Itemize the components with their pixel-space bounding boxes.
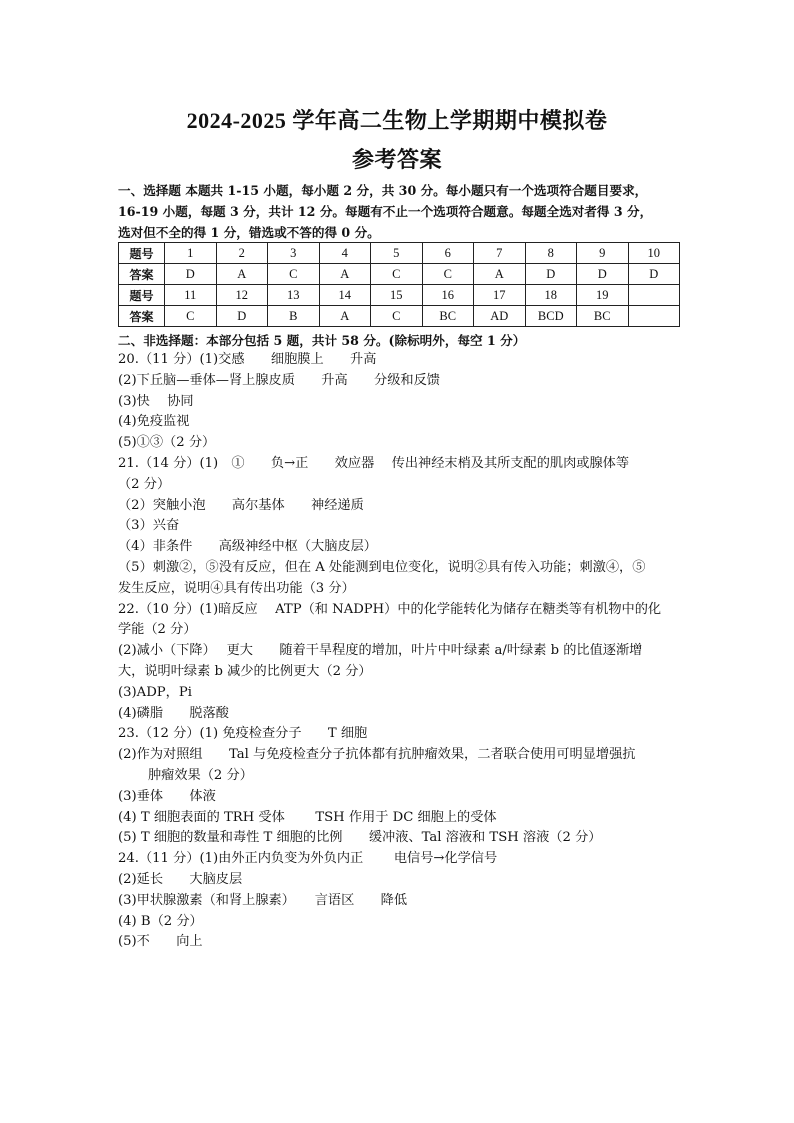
table-cell: [628, 306, 680, 327]
answer-line: (4)磷脂 脱落酸: [118, 705, 229, 721]
answer-line: 发生反应，说明④具有传出功能（3 分）: [118, 580, 355, 596]
table-cell: 7: [474, 243, 526, 264]
page-title: 2024-2025 学年高二生物上学期期中模拟卷: [186, 108, 608, 133]
table-cell: A: [474, 264, 526, 285]
table-cell: 4: [319, 243, 371, 264]
table-row: [119, 285, 680, 306]
table-cell: D: [165, 264, 217, 285]
answer-line: (2)延长 大脑皮层: [118, 871, 243, 887]
answer-line: (2)减小（下降） 更大 随着干旱程度的增加，叶片中叶绿素 a/叶绿素 b 的比值逐渐增: [118, 643, 643, 659]
answer-line: (5)不 向上: [118, 934, 203, 950]
table-cell: BCD: [525, 306, 577, 327]
table-cell: B: [268, 306, 320, 327]
table-cell: D: [577, 264, 629, 285]
table-cell: 12: [216, 285, 268, 306]
answer-line: 24.（11 分）(1)由外正内负变为外负内正 电信号→化学信号: [118, 851, 498, 867]
section2-header: 二、非选择题：本部分包括 5 题，共计 58 分。(除标明外，每空 1 分）: [118, 333, 526, 348]
table-cell: 19: [577, 285, 629, 306]
answer-line: (4) T 细胞表面的 TRH 受体 TSH 作用于 DC 细胞上的受体: [118, 809, 497, 825]
answer-line: (3)快 协同: [118, 393, 194, 409]
table-row: [119, 306, 680, 327]
row-label: 答案: [119, 306, 165, 327]
table-cell: BC: [577, 306, 629, 327]
table-row: [119, 243, 680, 264]
answer-line: 22.（10 分）(1)暗反应 ATP（和 NADPH）中的化学能转化为储存在糖类等有机物中的化: [118, 601, 662, 617]
answer-line: 21.（14 分）(1) ① 负→正 效应器 传出神经末梢及其所支配的肌肉或腺体等: [118, 455, 630, 471]
answer-line: (3)ADP，Pi: [118, 684, 192, 700]
table-cell: 8: [525, 243, 577, 264]
table-cell: 6: [422, 243, 474, 264]
table-cell: [628, 285, 680, 306]
answer-line: （2 分）: [118, 476, 171, 492]
row-label: 题号: [119, 285, 165, 306]
table-cell: D: [525, 264, 577, 285]
table-cell: C: [371, 264, 423, 285]
answer-line: 20.（11 分）(1)交感 细胞膜上 升高: [118, 352, 377, 367]
answer-line: 23.（12 分）(1) 免疫检查分子 T 细胞: [118, 726, 368, 742]
table-cell: 15: [371, 285, 423, 306]
table-cell: C: [268, 264, 320, 285]
answer-table: [118, 242, 680, 327]
table-cell: AD: [474, 306, 526, 327]
answer-line: 大，说明叶绿素 b 减少的比例更大（2 分）: [118, 663, 372, 679]
answer-line: (5)①③（2 分）: [118, 435, 216, 451]
section1-line: 16-19 小题，每题 3 分，共计 12 分。每题有不止一个选项符合题意。每题全选对者得 3 分，: [118, 204, 653, 219]
table-cell: C: [371, 306, 423, 327]
answer-line: 学能（2 分）: [118, 622, 197, 638]
table-cell: C: [422, 264, 474, 285]
table-cell: BC: [422, 306, 474, 327]
answer-line: （5）刺激②，⑤没有反应，但在 A 处能测到电位变化，说明②具有传入功能；刺激④，⑤: [118, 559, 646, 575]
answer-line: （2）突触小泡 高尔基体 神经递质: [118, 497, 364, 513]
answer-line: (2)下丘脑—垂体—肾上腺皮质 升高 分级和反馈: [118, 372, 440, 388]
table-cell: 13: [268, 285, 320, 306]
row-label: 题号: [119, 243, 165, 264]
section1-line: 选对但不全的得 1 分，错选或不答的得 0 分。: [118, 225, 380, 240]
table-cell: A: [216, 264, 268, 285]
table-cell: 18: [525, 285, 577, 306]
table-cell: 11: [165, 285, 217, 306]
table-cell: 1: [165, 243, 217, 264]
page-subtitle: 参考答案: [351, 147, 442, 172]
table-cell: 10: [628, 243, 680, 264]
section1-instructions: [118, 180, 688, 243]
answer-line: (2)作为对照组 Tal 与免疫检查分子抗体都有抗肿瘤效果，二者联合使用可明显增强抗: [118, 747, 636, 763]
table-cell: D: [628, 264, 680, 285]
answer-line: （3）兴奋: [118, 518, 180, 534]
table-cell: A: [319, 306, 371, 327]
table-cell: 16: [422, 285, 474, 306]
table-cell: C: [165, 306, 217, 327]
table-cell: 5: [371, 243, 423, 264]
answer-line: (5) T 细胞的数量和毒性 T 细胞的比例 缓冲液、Tal 溶液和 TSH 溶液（2 分）: [118, 830, 602, 846]
table-cell: 17: [474, 285, 526, 306]
table-cell: 2: [216, 243, 268, 264]
table-row: [119, 264, 680, 285]
answer-line: (3)垂体 体液: [118, 788, 216, 804]
section2-answers: [118, 350, 688, 953]
answer-line: 肿瘤效果（2 分）: [148, 767, 253, 783]
answer-line: (4) B（2 分）: [118, 913, 203, 929]
table-cell: A: [319, 264, 371, 285]
table-cell: 3: [268, 243, 320, 264]
answer-line: （4）非条件 高级神经中枢（大脑皮层）: [118, 539, 377, 555]
table-cell: 9: [577, 243, 629, 264]
section1-line: 一、选择题 本题共 1-15 小题，每小题 2 分，共 30 分。每小题只有一个选项符合题目要求，: [118, 183, 648, 198]
table-cell: D: [216, 306, 268, 327]
answer-line: (3)甲状腺激素（和肾上腺素） 言语区 降低: [118, 892, 408, 908]
row-label: 答案: [119, 264, 165, 285]
answer-line: (4)免疫监视: [118, 414, 190, 430]
table-cell: 14: [319, 285, 371, 306]
